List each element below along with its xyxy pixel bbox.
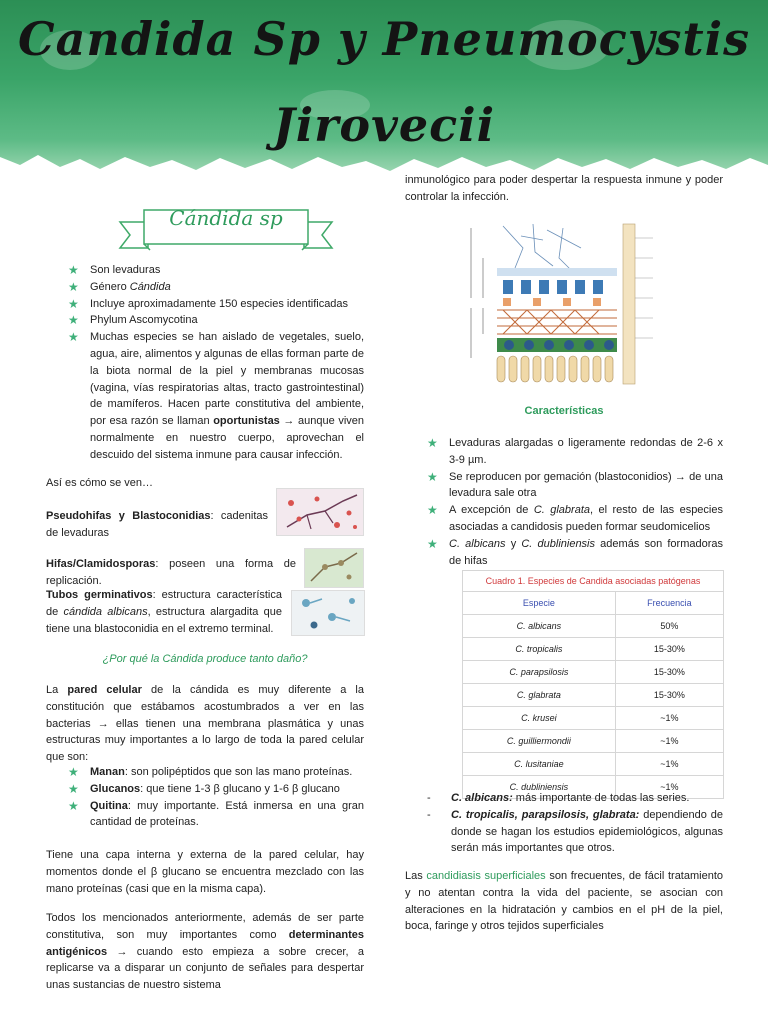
star-icon: ★ bbox=[427, 503, 438, 518]
table-row: C. glabrata 15-30% bbox=[463, 684, 724, 707]
table-row: C. dubliniensis ~1% bbox=[463, 776, 724, 799]
star-icon: ★ bbox=[68, 263, 79, 277]
list-item: ★ Muchas especies se han aislado de vegetales, suelo, agua, aire, alimentos y algunas de ellas forman parte de la biota normal de la piel y membranas mucosas (vagina, vías respiratorias altas, tracto gastrointestinal) de mamíferos. Hacen parte constitutiva del ambiente, por esa razón se llaman oportunistas → aunque viven normalmente en nuestro cuerpo, aprovechan el descuido del sistema inmune para causar infección. bbox=[68, 330, 365, 461]
table-row: C. tropicalis 15-30% bbox=[463, 638, 724, 661]
table-header-row bbox=[463, 592, 724, 615]
table-row: C. guilliermondii ~1% bbox=[463, 730, 724, 753]
components-list bbox=[68, 764, 364, 831]
list-item: ★ Phylum Ascomycotina bbox=[68, 313, 198, 328]
list-item: - C. tropicalis, parapsilosis, glabrata: dependiendo de donde se hagan los estudios epidemiológicos, algunas serán más importantes que otros. bbox=[427, 808, 724, 855]
star-icon: ★ bbox=[68, 279, 79, 294]
superficiales-paragraph: Las candidiasis superficiales son frecuentes, de fácil tratamiento y no atentan contra la vida del paciente, se asocian con alteraciones en la hidratación y cambios en el pH de la piel, boca, faringe y otros tejidos superficiales bbox=[405, 870, 723, 933]
list-item: ★ C. albicans y C. dubliniensis además son formadoras de hifas bbox=[427, 536, 724, 567]
star-icon: ★ bbox=[427, 536, 438, 551]
star-icon: ★ bbox=[427, 436, 438, 450]
tubos-text: Tubos germinativos: estructura característica de cándida albicans, estructura alargadita que tiene una blastoconidia en el extremo terminal. bbox=[46, 589, 282, 635]
figure-caption: Características bbox=[524, 405, 604, 417]
hifas-image bbox=[304, 548, 364, 588]
table-caption: Cuadro 1. Especies de Candida asociadas patógenas bbox=[462, 570, 724, 591]
notes-list bbox=[405, 790, 723, 857]
list-item: ★ Incluye aproximadamente 150 especies identificadas bbox=[68, 296, 349, 311]
list-item: ★ Glucanos: que tiene 1-3 β glucano y 1-6 β glucano bbox=[68, 781, 340, 796]
list-item: ★ Género Cándida bbox=[68, 279, 171, 294]
list-item: ★ Quitina: muy importante. Está inmersa en una gran cantidad de proteínas. bbox=[68, 798, 364, 829]
column-header: Frecuencia bbox=[615, 592, 723, 615]
cell-wall-diagram bbox=[463, 218, 679, 390]
page-title-line1: Candida Sp y Pneumocystis bbox=[18, 12, 750, 66]
star-icon: ★ bbox=[68, 765, 79, 779]
tubos-image bbox=[291, 590, 365, 636]
banner-title: Cándida sp bbox=[169, 206, 283, 230]
determinantes-paragraph: Todos los mencionados anteriormente, además de ser parte constitutiva, son muy importantes como determinantes antigénicos → cuando esto empieza a sobre crecer, a replicarse va a disparar un conjunto de señales para despertar unas sustancias de nuestro sistema bbox=[46, 912, 364, 992]
hifas-text: Hifas/Clamidosporas: poseen una forma de replicación. bbox=[46, 558, 296, 587]
capa-paragraph: Tiene una capa interna y externa de la pared celular, hay momentos donde el β glucano se encuentra mezclado con las mano proteínas (casi que en la misma capa). bbox=[46, 849, 364, 895]
list-item: ★ Levaduras alargadas o ligeramente redondas de 2-6 x 3-9 µm. bbox=[427, 436, 723, 466]
star-icon: ★ bbox=[427, 469, 438, 484]
column-header: Especie bbox=[463, 592, 616, 615]
star-icon: ★ bbox=[68, 798, 79, 813]
pseudohifas-image bbox=[276, 488, 364, 536]
list-item: ★ A excepción de C. glabrata, el resto de las especies asociadas a candidosis pueden formar seudomicelios bbox=[427, 503, 723, 533]
pseudohifas-text: Pseudohifas y Blastoconidias: cadenitas de levaduras bbox=[46, 510, 269, 539]
list-item: ★ Son levaduras bbox=[68, 263, 161, 277]
table-row: C. parapsilosis 15-30% bbox=[463, 661, 724, 684]
asi-es-text: Así es cómo se ven… bbox=[46, 477, 153, 489]
page-title-line2: Jirovecii bbox=[272, 98, 496, 152]
star-icon: ★ bbox=[68, 330, 79, 345]
table-row: C. albicans 50% bbox=[463, 615, 724, 638]
question-heading: ¿Por qué la Cándida produce tanto daño? bbox=[102, 653, 308, 665]
table-row: C. krusei ~1% bbox=[463, 707, 724, 730]
candida-bullet-list bbox=[68, 262, 364, 464]
list-item: ★ Manan: son polipéptidos que son las mano proteínas. bbox=[68, 765, 353, 779]
list-item: ★ Se reproducen por gemación (blastoconidios) → de una levadura sale otra bbox=[427, 469, 723, 500]
star-icon: ★ bbox=[68, 313, 79, 328]
title-header bbox=[0, 0, 768, 175]
table-row: C. lusitaniae ~1% bbox=[463, 753, 724, 776]
list-item: - C. albicans: más importante de todas las series. bbox=[427, 792, 690, 804]
continuation-paragraph: inmunológico para poder despertar la respuesta inmune y poder controlar la infección. bbox=[405, 174, 723, 203]
pared-paragraph: La pared celular de la cándida es muy diferente a la constitución que estábamos acostumbrados a ver en las bacterias → ellas tienen una membrana plasmática y unas estructuras muy importantes a lo largo de toda la pared celular que son: bbox=[46, 684, 364, 764]
star-icon: ★ bbox=[68, 781, 79, 796]
star-icon: ★ bbox=[68, 296, 79, 311]
species-table bbox=[462, 591, 724, 799]
characteristics-list bbox=[427, 435, 723, 569]
species-table-wrapper bbox=[462, 570, 724, 799]
